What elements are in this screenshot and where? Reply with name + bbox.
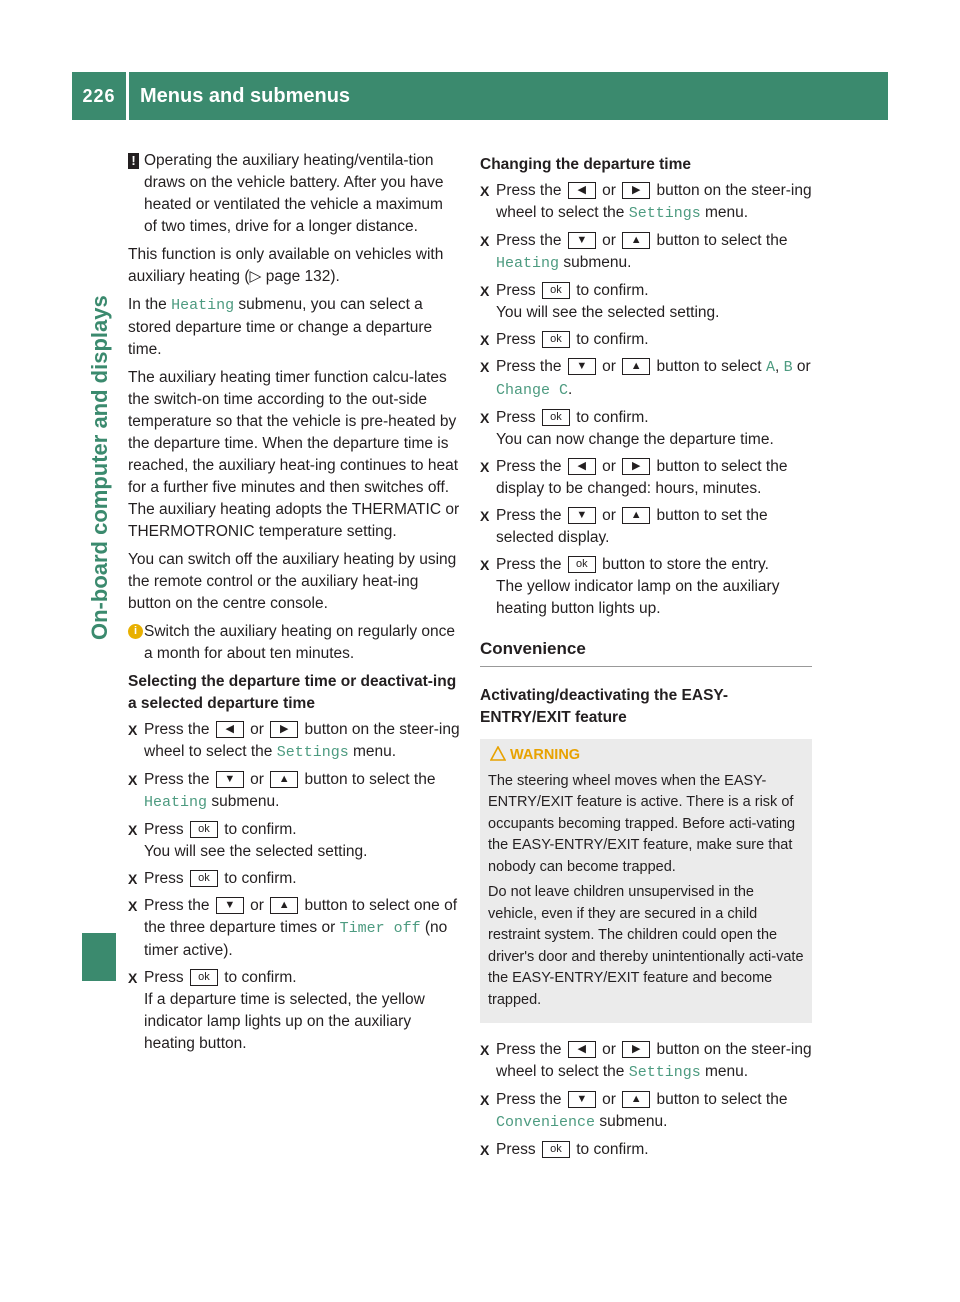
step-item: X Press the ▼ or ▲ button to set the selected display. [480, 507, 768, 546]
down-arrow-key-icon: ▼ [216, 771, 244, 788]
step-x-icon: X [480, 1092, 490, 1108]
down-arrow-key-icon: ▼ [216, 897, 244, 914]
step-x-icon: X [128, 722, 138, 738]
up-arrow-key-icon: ▲ [622, 507, 650, 524]
availability-paragraph: This function is only available on vehicles with auxiliary heating (▷ page 132). [128, 246, 444, 285]
step-x-icon: X [480, 359, 490, 375]
ok-key-icon: ok [568, 556, 596, 573]
step-x-icon: X [480, 283, 490, 299]
down-arrow-key-icon: ▼ [568, 232, 596, 249]
change-c-code: Change C [496, 382, 569, 399]
right-arrow-key-icon: ▶ [622, 1041, 650, 1058]
section-heading-changing: Changing the departure time [480, 156, 691, 173]
settings-code: Settings [276, 744, 349, 761]
step-item: X Press the ▼ or ▲ button to select A, B or Change C. [480, 358, 811, 399]
up-arrow-key-icon: ▲ [270, 897, 298, 914]
step-x-icon: X [480, 557, 490, 573]
step-item: X Press the ▼ or ▲ button to select the Heating submenu. [128, 771, 436, 811]
step-item: X Press ok to confirm. You will see the selected setting. [480, 280, 812, 324]
warning-paragraph: Do not leave children unsupervised in the vehicle, even if they are secured in a child restraint system. The children could open the driver's door and thereby unintentionally acti-vate the EASY-ENTRY/EXIT feature and become trapped. [488, 884, 804, 1008]
step-item: X Press ok to confirm. You will see the selected setting. [128, 819, 460, 863]
warning-triangle-icon [490, 746, 506, 761]
convenience-code: Convenience [496, 1114, 596, 1131]
right-arrow-key-icon: ▶ [622, 458, 650, 475]
battery-note [128, 150, 460, 238]
up-arrow-key-icon: ▲ [270, 771, 298, 788]
note-text: Operating the auxiliary heating/ventila-tion draws on the vehicle battery. After you have heated or ventilated the vehicle a maximum of two times, drive for a longer distance. [144, 152, 444, 235]
step-x-icon: X [480, 1042, 490, 1058]
warning-title: WARNING [488, 745, 804, 767]
page-number: 226 [82, 86, 116, 106]
ok-key-icon: ok [190, 969, 218, 986]
timer-function-paragraph: The auxiliary heating timer function calcu-lates the switch-on time according to the out-side temperature so that the vehicle is pre-heated by the departure time. When the departure time is reached, the auxiliary heat-ing continues to heat for a further five minutes and then switches off. The auxiliary heating adopts the THERMATIC or THERMOTRONIC temperature setting. [128, 369, 460, 540]
ok-key-icon: ok [542, 409, 570, 426]
info-note [128, 621, 460, 665]
left-arrow-key-icon: ◀ [216, 721, 244, 738]
step-item: X Press ok to confirm. [480, 1139, 812, 1161]
step-item: X Press the ◀ or ▶ button on the steer-ing wheel to select the Settings menu. [480, 182, 812, 222]
step-x-icon: X [480, 508, 490, 524]
step-x-icon: X [480, 459, 490, 475]
timer-off-code: Timer off [339, 920, 421, 937]
info-icon: i [128, 624, 143, 639]
left-arrow-key-icon: ◀ [568, 1041, 596, 1058]
step-x-icon: X [128, 970, 138, 986]
subheading-easy-entry: Activating/deactivating the EASY-ENTRY/EXIT feature [480, 687, 729, 726]
up-arrow-key-icon: ▲ [622, 232, 650, 249]
right-arrow-key-icon: ▶ [270, 721, 298, 738]
heating-code: Heating [144, 794, 208, 811]
step-x-icon: X [480, 410, 490, 426]
step-x-icon: X [480, 332, 490, 348]
ok-key-icon: ok [542, 1141, 570, 1158]
settings-code: Settings [628, 205, 701, 222]
step-item: X Press the ◀ or ▶ button on the steer-ing wheel to select the Settings menu. [128, 721, 460, 761]
step-result: You will see the selected setting. [496, 304, 720, 321]
down-arrow-key-icon: ▼ [568, 1091, 596, 1108]
heating-code: Heating [171, 297, 235, 314]
ok-key-icon: ok [542, 331, 570, 348]
step-x-icon: X [480, 233, 490, 249]
section-heading-selecting: Selecting the departure time or deactivat-ing a selected departure time [128, 673, 457, 712]
step-x-icon: X [128, 772, 138, 788]
right-column [480, 150, 812, 1166]
step-result: You can now change the departure time. [496, 431, 774, 448]
info-text: Switch the auxiliary heating on regularly once a month for about ten minutes. [144, 623, 456, 662]
step-item: X Press the ok button to store the entry. The yellow indicator lamp on the auxiliary heating button lights up. [480, 554, 812, 620]
step-item: X Press the ◀ or ▶ button on the steer-ing wheel to select the Settings menu. [480, 1041, 812, 1081]
step-x-icon: X [480, 1142, 490, 1158]
time-b-code: B [783, 359, 793, 376]
page-title: Menus and submenus [140, 85, 351, 107]
warning-paragraph: The steering wheel moves when the EASY-ENTRY/EXIT feature is active. There is a risk of occupants becoming trapped. Before acti-vating the EASY-ENTRY/EXIT feature, make sure that nobody can become trapped. [488, 772, 796, 875]
right-arrow-key-icon: ▶ [622, 182, 650, 199]
step-item: X Press ok to confirm. You can now change the departure time. [480, 407, 812, 451]
step-item: X Press the ▼ or ▲ button to select the Convenience submenu. [480, 1091, 788, 1131]
step-x-icon: X [128, 822, 138, 838]
step-item: X Press the ◀ or ▶ button to select the display to be changed: hours, minutes. [480, 458, 788, 497]
down-arrow-key-icon: ▼ [568, 507, 596, 524]
step-item: X Press ok to confirm. [480, 329, 812, 351]
step-item: X Press ok to confirm. [128, 868, 460, 890]
step-x-icon: X [128, 898, 138, 914]
ok-key-icon: ok [190, 870, 218, 887]
step-item: X Press the ▼ or ▲ button to select the Heating submenu. [480, 232, 788, 272]
step-item: X Press the ▼ or ▲ button to select one of the three departure times or Timer off (no timer active). [128, 897, 458, 959]
up-arrow-key-icon: ▲ [622, 358, 650, 375]
exclamation-icon: ! [128, 153, 139, 169]
header-divider [126, 72, 129, 120]
left-arrow-key-icon: ◀ [568, 182, 596, 199]
switch-off-paragraph: You can switch off the auxiliary heating by using the remote control or the auxiliary heat-ing button on the centre console. [128, 551, 457, 612]
warning-box [480, 739, 812, 1023]
ok-key-icon: ok [190, 821, 218, 838]
step-item: X Press ok to confirm. If a departure time is selected, the yellow indicator lamp lights up on the auxiliary heating button. [128, 967, 460, 1055]
side-thumb-marker [82, 933, 116, 981]
section-heading-convenience: Convenience [480, 638, 812, 667]
step-result: You will see the selected setting. [144, 843, 368, 860]
down-arrow-key-icon: ▼ [568, 358, 596, 375]
up-arrow-key-icon: ▲ [622, 1091, 650, 1108]
left-arrow-key-icon: ◀ [568, 458, 596, 475]
time-a-code: A [765, 359, 775, 376]
left-column [128, 150, 460, 1060]
step-result: If a departure time is selected, the yellow indicator lamp lights up on the auxiliary heating button. [144, 991, 425, 1052]
step-result: The yellow indicator lamp on the auxiliary heating button lights up. [496, 578, 780, 617]
step-x-icon: X [128, 871, 138, 887]
ok-key-icon: ok [542, 282, 570, 299]
heating-submenu-paragraph: In the Heating submenu, you can select a stored departure time or change a departure time. [128, 296, 433, 358]
settings-code: Settings [628, 1064, 701, 1081]
side-chapter-label: On-board computer and displays [87, 295, 112, 640]
step-x-icon: X [480, 183, 490, 199]
heating-code: Heating [496, 255, 560, 272]
